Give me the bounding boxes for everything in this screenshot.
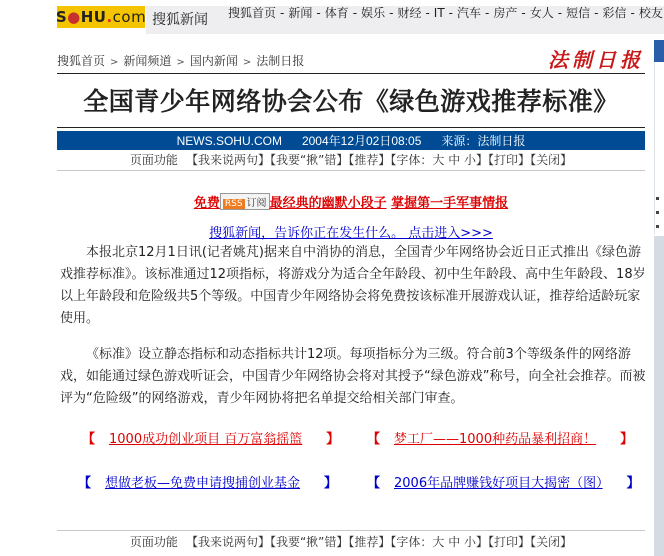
bracket-close: 】	[324, 476, 338, 491]
ad-link-startup-projects[interactable]: 1000成功创业项目 百万富翁摇篮	[109, 432, 303, 447]
nav-home[interactable]: 搜狐首页	[228, 6, 277, 20]
logo-letters: HU	[80, 8, 107, 26]
sidebar-panel	[654, 236, 664, 556]
font-size-control[interactable]: 【字体：大 中 小】	[390, 535, 489, 549]
page-functions-label: 页面功能	[129, 153, 178, 167]
breadcrumb-news-channel[interactable]: 新闻频道	[123, 54, 172, 68]
free-label[interactable]: 免费	[193, 196, 220, 211]
close-button[interactable]: 【关闭】	[530, 153, 573, 167]
nav-separator: -	[352, 6, 358, 20]
article-paragraph: 《标准》设立静态指标和动态指标共计12项。每项指标分为三级。符合前3个等级条件的网络游戏，如能通过绿色游戏听证会，中国青少年网络协会将对其授予“绿色游戏”称号，向全社会推荐。而被评为“危险级”的网络游戏，青少年网协将把名单提交给相关部门审查。	[60, 347, 646, 406]
nav-separator: -	[594, 6, 599, 20]
bullet-icon	[656, 225, 659, 228]
legal-daily-logo: 法制日报	[548, 48, 644, 72]
breadcrumb-home[interactable]: 搜狐首页	[57, 54, 106, 68]
nav-women[interactable]: 女人	[529, 6, 554, 20]
rss-icon: RSS	[224, 199, 243, 209]
article-paragraph: 本报北京12月1日讯(记者姚芃)据来自中消协的消息，全国青少年网络协会近日正式推出《绿色游戏推荐标准》。该标准通过12项指标，将游戏分为适合全年龄段、初中生年龄段、高中生年龄段、18岁以上年龄段和危险级共5个等级。中国青少年网络协会将免费按该标准开展游戏认证，推荐给适龄玩家使用。	[60, 245, 646, 326]
nav-separator: -	[521, 6, 526, 20]
sidebar-header	[654, 40, 664, 62]
ad-link-pharma[interactable]: 梦工厂——1000种药品暴利招商！	[394, 432, 597, 447]
bracket-open: 【	[367, 432, 381, 447]
nav-alumni[interactable]: 校友	[638, 6, 663, 20]
logo-suffix: com	[112, 8, 147, 26]
page-functions-label: 页面功能	[129, 535, 178, 549]
ad-link-brand-projects[interactable]: 2006年品牌赚钱好项目大揭密（图）	[394, 476, 603, 491]
print-button[interactable]: 【打印】	[488, 535, 531, 549]
nav-separator: -	[316, 6, 321, 20]
nav-sms[interactable]: 短信	[566, 6, 591, 20]
nav-finance[interactable]: 财经	[397, 6, 422, 20]
breadcrumb	[57, 52, 304, 69]
nav-entertainment[interactable]: 娱乐	[361, 6, 386, 20]
nav-separator: -	[485, 6, 490, 20]
divider	[57, 127, 645, 128]
nav-house[interactable]: 房产	[493, 6, 518, 20]
print-button[interactable]: 【打印】	[488, 153, 531, 167]
logo-dot-icon: ●	[67, 8, 81, 26]
nav-mms[interactable]: 彩信	[602, 6, 627, 20]
sohu-news-enter	[57, 222, 645, 241]
nav-it[interactable]: IT	[433, 6, 445, 20]
channel-name[interactable]: 搜狐新闻	[152, 12, 208, 28]
rss-subscribe-label: 订阅	[246, 198, 267, 209]
recommend-button[interactable]: 【推荐】	[348, 535, 391, 549]
promo-link-military[interactable]: 掌握第一手军事情报	[391, 196, 509, 211]
channel-header	[146, 6, 664, 34]
page-title: 全国青少年网络协会公布《绿色游戏推荐标准》	[83, 87, 619, 116]
nav-separator: -	[389, 6, 394, 20]
article-info-bar	[57, 131, 645, 150]
font-size-control[interactable]: 【字体：大 中 小】	[390, 153, 489, 167]
sohu-logo[interactable]	[57, 6, 145, 28]
logo-letter: S	[55, 8, 68, 26]
breadcrumb-separator: >	[176, 57, 185, 68]
rss-subscribe-badge[interactable]	[220, 193, 270, 210]
bracket-close: 】	[620, 432, 634, 447]
bullet-icon	[656, 211, 659, 214]
report-error-button[interactable]: 【我要“揪”错】	[269, 153, 349, 167]
promo-link-jokes[interactable]: 最经典的幽默小段子	[269, 196, 387, 211]
bracket-open: 【	[367, 476, 381, 491]
promo-line	[57, 192, 645, 211]
close-button[interactable]: 【关闭】	[530, 535, 573, 549]
article-source: 来源：法制日报	[441, 134, 526, 148]
right-sidebar	[648, 40, 664, 556]
bracket-close: 】	[326, 432, 340, 447]
nav-separator: -	[280, 6, 285, 20]
page-functions-bottom	[57, 530, 645, 551]
breadcrumb-legal-daily[interactable]: 法制日报	[256, 54, 305, 68]
nav-separator: -	[425, 6, 430, 20]
bracket-open: 【	[78, 476, 92, 491]
nav-separator: -	[448, 6, 454, 20]
comment-button[interactable]: 【我来说两句】	[185, 535, 270, 549]
divider	[57, 73, 645, 74]
bracket-open: 【	[82, 432, 96, 447]
article-body	[60, 242, 646, 424]
recommend-button[interactable]: 【推荐】	[348, 153, 391, 167]
top-bar	[0, 0, 664, 34]
ad-item	[367, 472, 640, 491]
bullet-icon	[656, 197, 659, 200]
enter-news-link[interactable]: 搜狐新闻，告诉你正在发生什么。 点击进入>>>	[209, 226, 493, 241]
report-error-button[interactable]: 【我要“揪”错】	[269, 535, 349, 549]
bracket-close: 】	[626, 476, 640, 491]
ad-link-startup-fund[interactable]: 想做老板—免费申请搜捕创业基金	[105, 476, 301, 491]
nav-sports[interactable]: 体育	[324, 6, 349, 20]
top-nav	[228, 4, 663, 21]
comment-button[interactable]: 【我来说两句】	[185, 153, 270, 167]
ad-item	[78, 472, 337, 491]
breadcrumb-separator: >	[110, 57, 119, 68]
site-name: NEWS.SOHU.COM	[176, 133, 282, 148]
logo-mark: .	[106, 8, 113, 26]
sidebar-box	[654, 62, 664, 234]
nav-auto[interactable]: 汽车	[457, 6, 482, 20]
nav-news[interactable]: 新闻	[288, 6, 313, 20]
breadcrumb-separator: >	[242, 57, 252, 68]
page-functions-top	[57, 151, 645, 171]
breadcrumb-domestic[interactable]: 国内新闻	[189, 54, 238, 68]
ad-item	[367, 428, 633, 447]
nav-separator: -	[557, 6, 563, 20]
nav-separator: -	[630, 6, 635, 20]
ad-item	[82, 428, 339, 447]
publish-datetime: 2004年12月02日08:05	[301, 134, 422, 148]
